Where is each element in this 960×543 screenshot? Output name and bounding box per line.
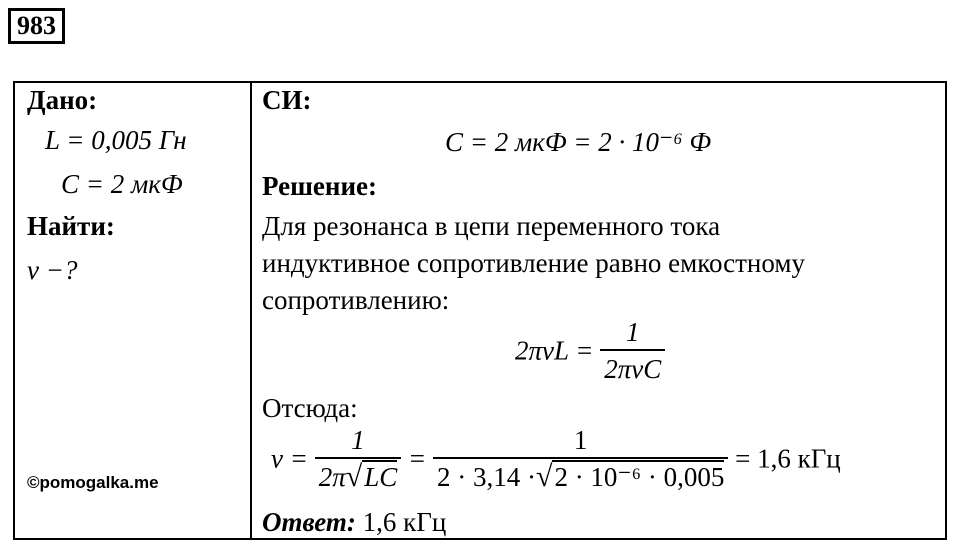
sqrt-icon: √: [345, 460, 363, 493]
watermark: ©pomogalka.me: [27, 473, 159, 492]
resonance-denominator: 2πνC: [600, 349, 665, 387]
frequency-equals: =: [408, 443, 427, 474]
frequency-fraction-1: [315, 423, 402, 495]
answer-label: Ответ:: [262, 507, 356, 537]
solution-table: [13, 81, 947, 540]
problem-number: 983: [8, 8, 65, 44]
solution-text-line-2: индуктивное сопротивление равно емкостному: [262, 248, 805, 278]
frequency-numerator-1: 1: [351, 425, 365, 455]
resonance-numerator: 1: [626, 317, 640, 347]
frequency-lhs: ν =: [271, 443, 308, 474]
solution-heading: Решение:: [262, 171, 377, 201]
answer-value: 1,6 кГц: [362, 507, 447, 537]
si-conversion: C = 2 мкФ = 2 · 10⁻⁶ Ф: [445, 127, 712, 157]
resonance-fraction: [600, 315, 665, 387]
si-heading: СИ:: [262, 85, 312, 115]
frequency-fraction-2: [433, 423, 728, 495]
given-heading: Дано:: [27, 85, 98, 115]
frequency-denominator-1: [315, 457, 402, 495]
denominator-1-radicand: LC: [364, 462, 398, 492]
given-inductance: L = 0,005 Гн: [45, 125, 187, 155]
frequency-result: = 1,6 кГц: [735, 443, 841, 474]
given-capacitance: C = 2 мкФ: [61, 169, 183, 199]
frequency-denominator-2: [433, 457, 728, 495]
denominator-2-prefix: 2 · 3,14 ·: [436, 462, 536, 492]
find-frequency: ν −?: [27, 255, 78, 285]
denominator-1-prefix: 2π: [318, 462, 346, 492]
hence-label: Отсюда:: [262, 393, 358, 423]
sqrt-icon: √: [535, 460, 553, 493]
resonance-equation: [515, 315, 665, 387]
answer-line: [262, 507, 446, 538]
solution-text-line-3: сопротивлению:: [262, 285, 450, 315]
denominator-2-radicand: 2 · 10⁻⁶ · 0,005: [554, 462, 725, 492]
solution-text-line-1: Для резонанса в цепи переменного тока: [262, 211, 721, 241]
column-divider: [250, 83, 252, 538]
frequency-numerator-2: 1: [573, 425, 588, 455]
frequency-equation: [271, 423, 841, 495]
find-heading: Найти:: [27, 211, 115, 241]
resonance-lhs: 2πνL =: [515, 335, 594, 366]
